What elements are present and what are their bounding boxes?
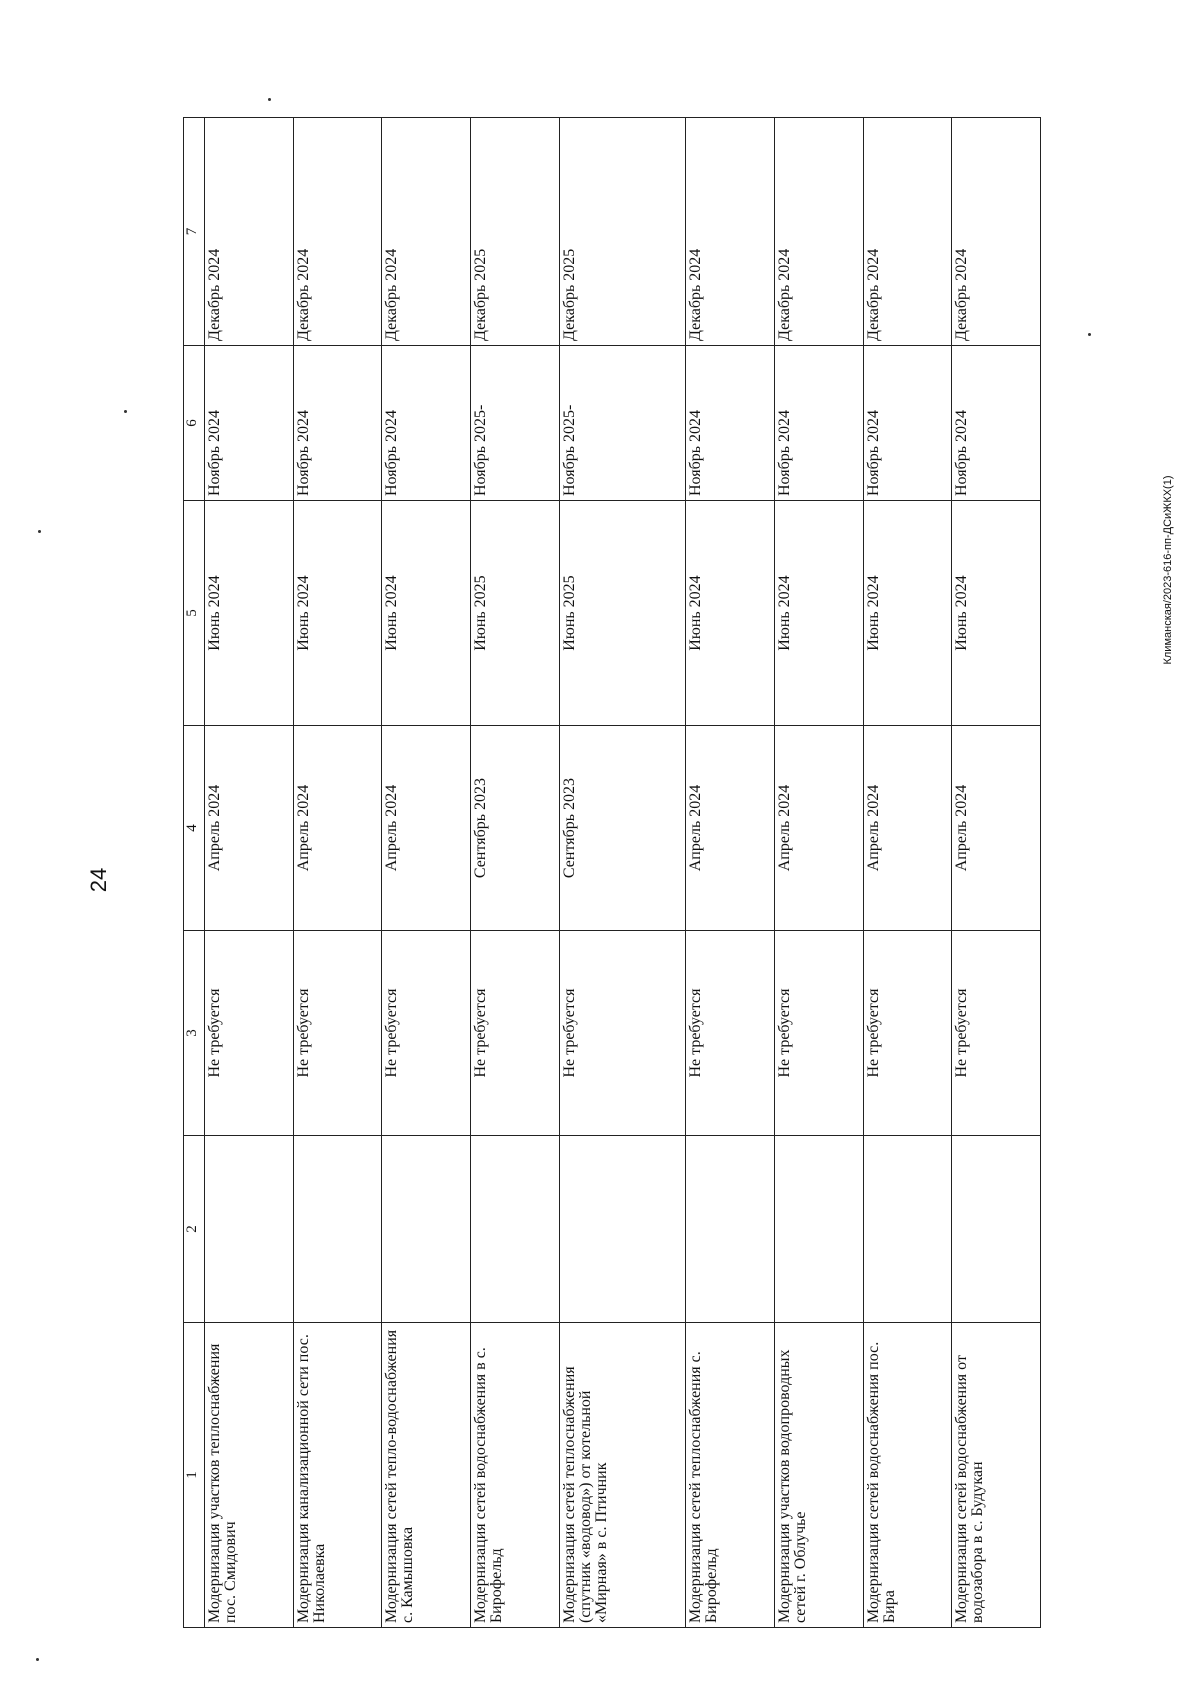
project-name-cell: Модернизация сетей теплоснабжения (спутник «водовод») от котельной «Мирная» в с. Птичник bbox=[559, 1323, 686, 1628]
column-6-cell: Ноябрь 2024 bbox=[863, 346, 952, 501]
column-3-cell: Не требуется bbox=[470, 931, 559, 1136]
column-7-cell: Декабрь 2024 bbox=[952, 118, 1041, 346]
column-6-cell: Ноябрь 2024 bbox=[293, 346, 382, 501]
column-5-cell: Июнь 2025 bbox=[470, 501, 559, 726]
project-name-cell: Модернизация сетей водоснабжения в с. Бирофельд bbox=[470, 1323, 559, 1628]
column-7-cell: Декабрь 2024 bbox=[382, 118, 471, 346]
column-6-cell: Ноябрь 2024 bbox=[686, 346, 775, 501]
scan-speck bbox=[38, 530, 41, 533]
table-row bbox=[686, 118, 775, 1628]
column-6-cell: Ноябрь 2025- bbox=[470, 346, 559, 501]
column-header: 6 bbox=[184, 346, 205, 501]
column-5-cell: Июнь 2025 bbox=[559, 501, 686, 726]
column-7-cell: Декабрь 2024 bbox=[293, 118, 382, 346]
column-4-cell: Апрель 2024 bbox=[775, 726, 864, 931]
column-3-cell: Не требуется bbox=[863, 931, 952, 1136]
page-number: 24 bbox=[86, 867, 111, 893]
table-row bbox=[293, 118, 382, 1628]
scan-speck bbox=[268, 98, 271, 101]
column-7-cell: Декабрь 2024 bbox=[686, 118, 775, 346]
column-2-cell bbox=[382, 1136, 471, 1323]
column-2-cell bbox=[205, 1136, 294, 1323]
table-row bbox=[205, 118, 294, 1628]
column-3-cell: Не требуется bbox=[293, 931, 382, 1136]
column-6-cell: Ноябрь 2025- bbox=[559, 346, 686, 501]
column-3-cell: Не требуется bbox=[382, 931, 471, 1136]
schedule-table-container bbox=[183, 118, 1041, 1628]
column-4-cell: Апрель 2024 bbox=[293, 726, 382, 931]
project-name-cell: Модернизация сетей теплоснабжения с. Бирофельд bbox=[686, 1323, 775, 1628]
column-header: 5 bbox=[184, 501, 205, 726]
column-2-cell bbox=[686, 1136, 775, 1323]
column-3-cell: Не требуется bbox=[686, 931, 775, 1136]
table-row bbox=[470, 118, 559, 1628]
column-header: 7 bbox=[184, 118, 205, 346]
column-3-cell: Не требуется bbox=[205, 931, 294, 1136]
column-4-cell: Апрель 2024 bbox=[952, 726, 1041, 931]
column-3-cell: Не требуется bbox=[775, 931, 864, 1136]
column-7-cell: Декабрь 2024 bbox=[775, 118, 864, 346]
column-4-cell: Сентябрь 2023 bbox=[559, 726, 686, 931]
table-row bbox=[863, 118, 952, 1628]
column-4-cell: Апрель 2024 bbox=[205, 726, 294, 931]
column-2-cell bbox=[775, 1136, 864, 1323]
column-6-cell: Ноябрь 2024 bbox=[952, 346, 1041, 501]
column-5-cell: Июнь 2024 bbox=[382, 501, 471, 726]
scan-speck bbox=[124, 410, 127, 413]
column-5-cell: Июнь 2024 bbox=[205, 501, 294, 726]
column-4-cell: Апрель 2024 bbox=[863, 726, 952, 931]
column-2-cell bbox=[293, 1136, 382, 1323]
column-2-cell bbox=[559, 1136, 686, 1323]
column-2-cell bbox=[863, 1136, 952, 1323]
project-name-cell: Модернизация участков водопроводных сетей г. Облучье bbox=[775, 1323, 864, 1628]
table-row bbox=[382, 118, 471, 1628]
column-5-cell: Июнь 2024 bbox=[293, 501, 382, 726]
table-row bbox=[775, 118, 864, 1628]
project-name-cell: Модернизация канализационной сети пос. Николаевка bbox=[293, 1323, 382, 1628]
document-code bbox=[1158, 475, 1178, 665]
column-7-cell: Декабрь 2025 bbox=[470, 118, 559, 346]
column-5-cell: Июнь 2024 bbox=[863, 501, 952, 726]
column-header: 3 bbox=[184, 931, 205, 1136]
schedule-table bbox=[183, 117, 1041, 1628]
column-4-cell: Апрель 2024 bbox=[686, 726, 775, 931]
column-2-cell bbox=[952, 1136, 1041, 1323]
table-row bbox=[559, 118, 686, 1628]
project-name-cell: Модернизация сетей водоснабжения от водозабора в с. Будукан bbox=[952, 1323, 1041, 1628]
header-row bbox=[184, 118, 205, 1628]
table-row bbox=[952, 118, 1041, 1628]
document-code-text: Климанская/2023-616-пп-ДСиЖКХ(1) bbox=[1162, 475, 1174, 665]
column-7-cell: Декабрь 2024 bbox=[205, 118, 294, 346]
column-header: 2 bbox=[184, 1136, 205, 1323]
scan-speck bbox=[36, 1658, 39, 1661]
column-5-cell: Июнь 2024 bbox=[952, 501, 1041, 726]
column-6-cell: Ноябрь 2024 bbox=[205, 346, 294, 501]
scan-speck bbox=[1088, 333, 1091, 336]
project-name-cell: Модернизация сетей водоснабжения пос. Бира bbox=[863, 1323, 952, 1628]
column-header: 4 bbox=[184, 726, 205, 931]
column-6-cell: Ноябрь 2024 bbox=[382, 346, 471, 501]
column-6-cell: Ноябрь 2024 bbox=[775, 346, 864, 501]
column-5-cell: Июнь 2024 bbox=[686, 501, 775, 726]
column-3-cell: Не требуется bbox=[559, 931, 686, 1136]
column-header: 1 bbox=[184, 1323, 205, 1628]
column-2-cell bbox=[470, 1136, 559, 1323]
column-4-cell: Апрель 2024 bbox=[382, 726, 471, 931]
project-name-cell: Модернизация сетей тепло-водоснабжения с. Камышовка bbox=[382, 1323, 471, 1628]
column-3-cell: Не требуется bbox=[952, 931, 1041, 1136]
column-5-cell: Июнь 2024 bbox=[775, 501, 864, 726]
project-name-cell: Модернизация участков теплоснабжения пос. Смидович bbox=[205, 1323, 294, 1628]
column-7-cell: Декабрь 2024 bbox=[863, 118, 952, 346]
column-4-cell: Сентябрь 2023 bbox=[470, 726, 559, 931]
column-7-cell: Декабрь 2025 bbox=[559, 118, 686, 346]
